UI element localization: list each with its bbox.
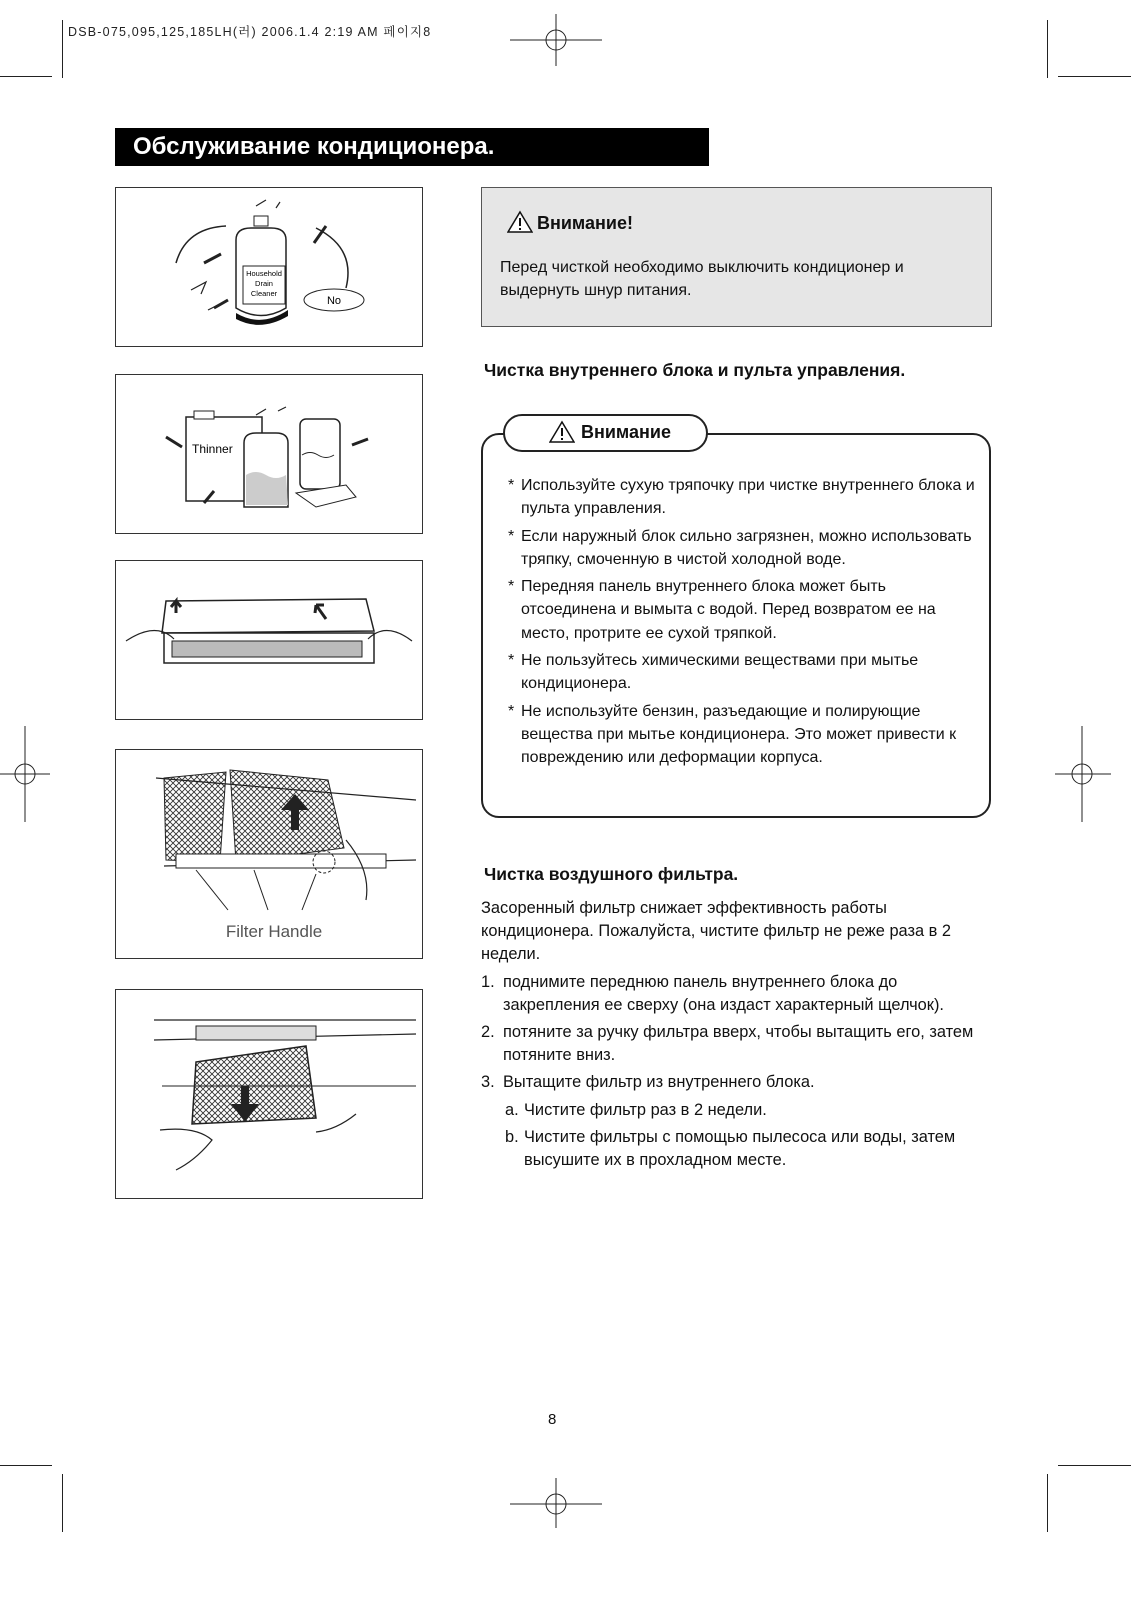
filter-instructions [481,897,991,1172]
bottle-label-2: Drain [255,279,273,288]
bottle-label-1: Household [246,269,282,278]
list-item: 2. потяните за ручку фильтра вверх, чтобы вытащить его, затем потяните вниз. [481,1023,974,1065]
list-item: b. Чистите фильтры с помощью пылесоса или воды, затем высушите их в прохладном месте. [505,1127,956,1170]
no-bubble-text: No [326,295,342,307]
page-number: 8 [548,1411,557,1428]
filter-intro: Засоренный фильтр снижает эффективность работы кондиционера. Пожалуйста, чистите фильтр не реже раза в 2 недели. [481,899,952,964]
registration-mark-left [0,726,50,822]
caution-bullet-list [508,474,983,773]
registration-mark-top [510,14,602,66]
indoor-cleaning-heading: Чистка внутреннего блока и пульта управления. [484,360,906,380]
registration-mark-bottom [510,1478,602,1528]
filter-handle-caption: Filter Handle [225,922,323,941]
list-item: * Используйте сухую тряпочку при чистке внутреннего блока и пульта управления. [508,477,975,518]
warning-title: Внимание! [537,213,633,233]
caution-title: Внимание [581,422,671,442]
bottle-label-3: Cleaner [250,289,278,298]
page-title: Обслуживание кондиционера. [115,128,709,166]
warning-triangle-icon [507,210,533,234]
print-slug: DSB-075,095,125,185LH(러) 2006.1.4 2:19 AM 페이지8 [68,25,432,39]
registration-mark-right [1055,726,1111,822]
figure-filter-handle [115,749,423,959]
list-item: 3. Вытащите фильтр из внутреннего блока. [481,1073,815,1092]
list-item: a. Чистите фильтр раз в 2 недели. [505,1100,767,1119]
figure-front-panel [115,560,423,720]
figure-no-chemicals [115,374,423,534]
caution-triangle-icon [549,420,575,444]
list-item: * Передняя панель внутреннего блока может быть отсоединена и вымыта с водой. Перед возвратом ее на место, протрите ее сухой тряпкой. [508,578,936,642]
list-item: * Не используйте бензин, разъедающие и полирующие вещества при мытье кондиционера. Это может привести к повреждению или деформации корпуса. [508,702,957,766]
list-item: * Если наружный блок сильно загрязнен, можно использовать тряпку, смоченную в чистой холодной воде. [508,527,972,568]
figure-no-drain-cleaner [115,187,423,347]
warning-text: Перед чисткой необходимо выключить кондиционер и выдернуть шнур питания. [500,259,904,299]
filter-cleaning-heading: Чистка воздушного фильтра. [484,864,739,884]
thinner-label: Thinner [192,442,233,456]
figure-remove-filter [115,989,423,1199]
list-item: * Не пользуйтесь химическими веществами при мытье кондиционера. [508,651,919,693]
list-item: 1. поднимите переднюю панель внутреннего блока до закрепления ее сверху (она издаст характерный щелчок). [481,972,944,1014]
